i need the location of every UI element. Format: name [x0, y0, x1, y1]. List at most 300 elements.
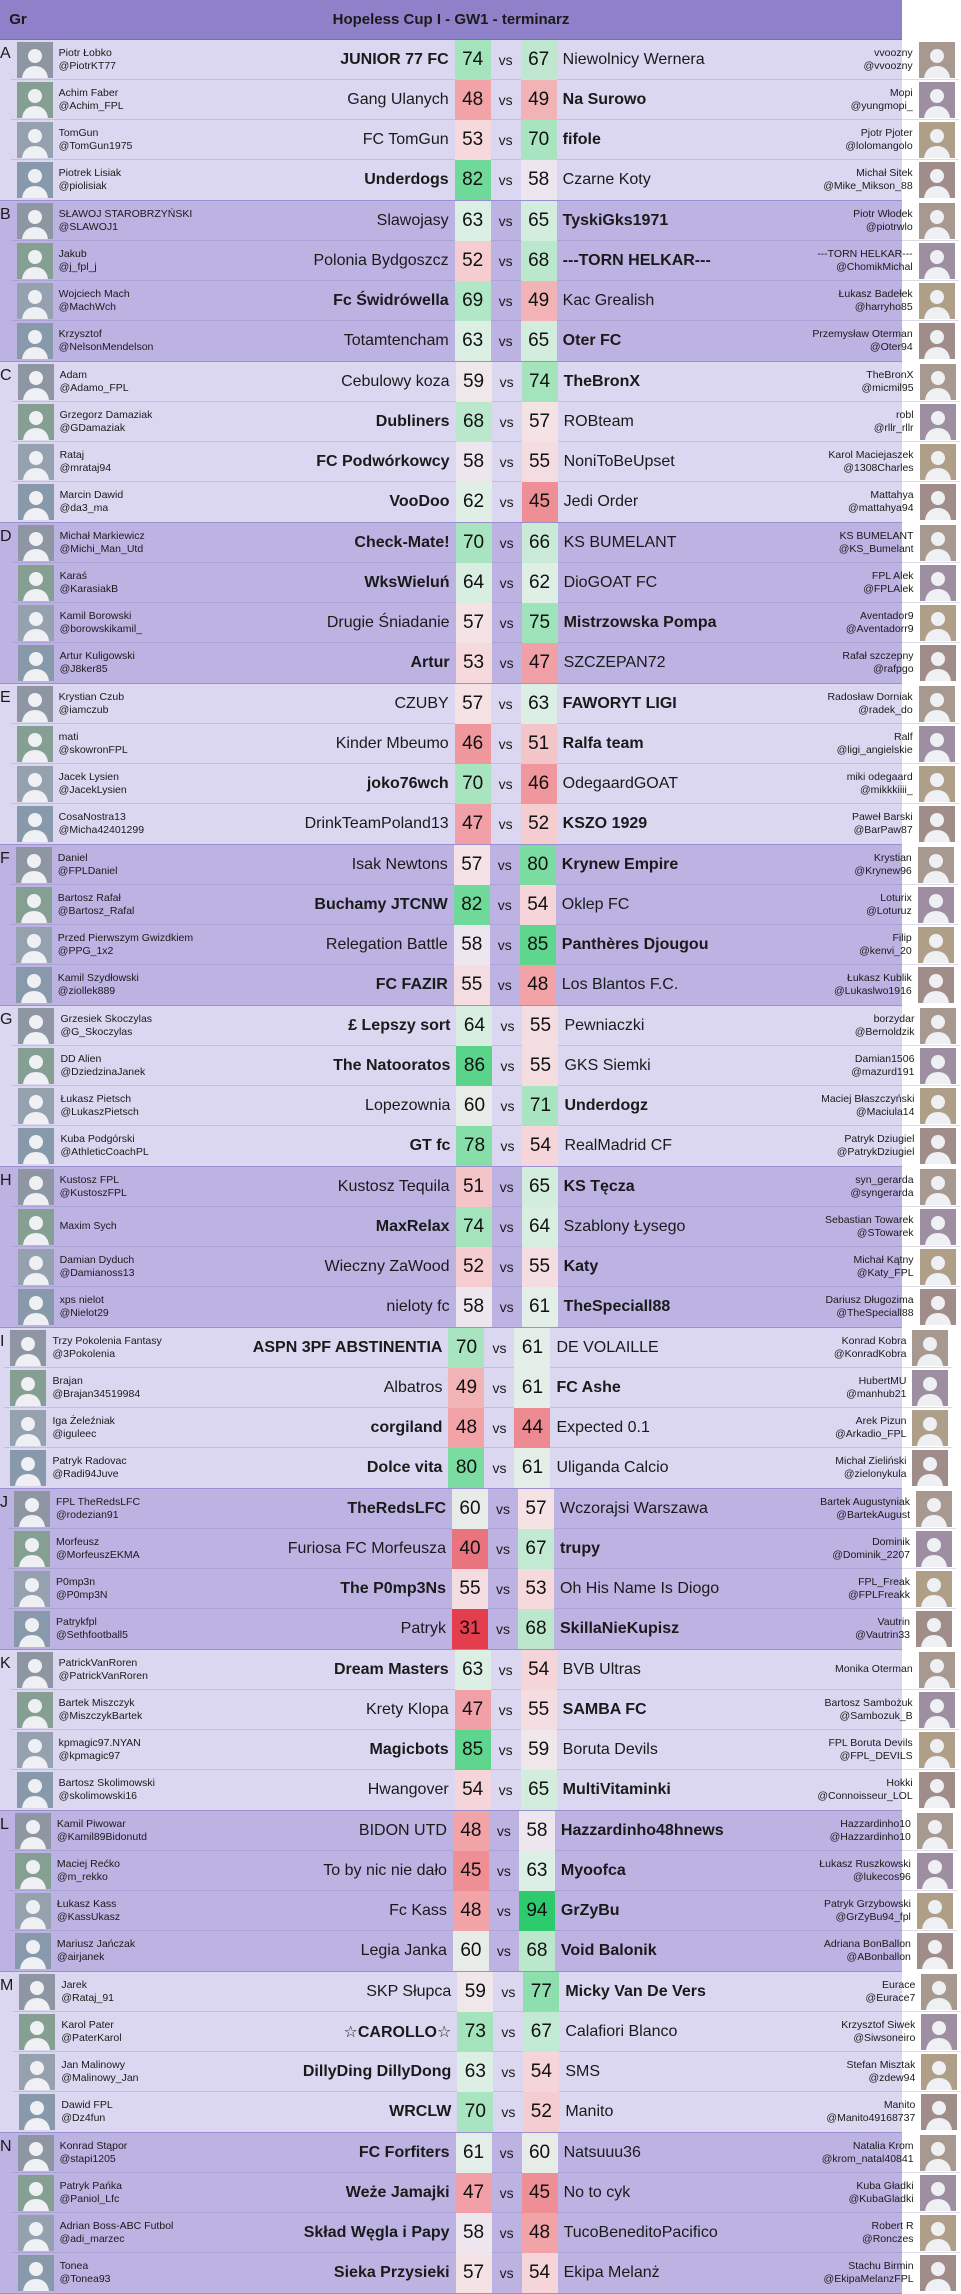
- home-manager-name: Bartosz Rafał: [57, 891, 121, 904]
- home-score: 49: [448, 1368, 484, 1408]
- vs-label: vs: [496, 1580, 510, 1597]
- away-manager-name: miki odegaard: [846, 770, 913, 783]
- group-matches: [11, 1650, 959, 1810]
- home-team-name: Relegation Battle: [325, 935, 448, 953]
- user-avatar-icon: [917, 1853, 953, 1889]
- away-manager: [765, 2019, 915, 2045]
- home-manager: [56, 1576, 246, 1602]
- home-manager-name: Kuba Podgórski: [60, 1133, 135, 1145]
- home-score: 73: [457, 2012, 493, 2052]
- user-avatar-icon: [920, 1209, 956, 1245]
- home-team-name: DrinkTeamPoland13: [304, 815, 449, 832]
- away-score: 46: [521, 764, 557, 804]
- match-row: [4, 1408, 952, 1448]
- away-manager-name: Michał Zieliński: [835, 1455, 907, 1467]
- away-manager: [756, 1455, 906, 1481]
- vs-label: vs: [499, 574, 514, 591]
- user-avatar-icon: [17, 1652, 53, 1688]
- home-manager: [57, 1938, 247, 1964]
- away-score: 67: [518, 1529, 554, 1569]
- away-score: 94: [519, 1891, 555, 1931]
- home-manager-name: Wojciech Mach: [58, 287, 130, 300]
- group-matches: [8, 1489, 956, 1649]
- user-avatar-icon: [921, 2014, 957, 2050]
- match-row: [12, 603, 960, 643]
- away-manager: [760, 1496, 910, 1522]
- home-manager-name: Patryk Pańka: [59, 2179, 123, 2192]
- away-team-name: NoniToBeUpset: [563, 452, 675, 470]
- away-score: 52: [521, 804, 557, 844]
- user-avatar-icon: [16, 887, 52, 923]
- user-avatar-icon: [18, 565, 54, 601]
- away-manager: [763, 1737, 913, 1763]
- home-manager-handle: @rodezian91: [56, 1508, 119, 1521]
- group-label: C: [0, 367, 12, 384]
- away-score: 58: [521, 160, 557, 200]
- away-manager-handle: @syngerarda: [850, 1186, 914, 1199]
- home-manager-name: Karaś: [59, 569, 87, 582]
- user-avatar-icon: [15, 1813, 51, 1849]
- away-manager-name: ---TORN HELKAR---: [817, 247, 913, 260]
- home-team-name: GT fc: [409, 1137, 451, 1154]
- away-score: 54: [522, 2253, 558, 2293]
- away-score: 55: [521, 1690, 557, 1730]
- group-block: [0, 362, 914, 523]
- home-manager-name: Łukasz Kass: [56, 1897, 117, 1910]
- away-team-name: FAWORYT LIGI: [562, 694, 677, 712]
- group-block: [0, 1328, 907, 1489]
- match-row: [12, 482, 960, 522]
- match-row: [13, 2012, 961, 2052]
- user-avatar-icon: [920, 1169, 956, 1205]
- away-score: 63: [521, 684, 557, 724]
- home-manager-name: Jarek: [61, 1978, 88, 1991]
- home-team-name: The P0mp3Ns: [340, 1579, 446, 1597]
- vs-label: vs: [498, 1741, 513, 1758]
- away-manager-handle: @rafpgo: [873, 663, 914, 675]
- match-row: [8, 1529, 956, 1569]
- away-team-name: KS Tęcza: [563, 1177, 635, 1195]
- match-row: [11, 724, 959, 764]
- home-team-name: Skład Węgla i Papy: [303, 2223, 450, 2241]
- vs-label: vs: [492, 1339, 507, 1356]
- away-team-name: SMS: [565, 2062, 600, 2080]
- group-label: B: [0, 206, 11, 223]
- home-team-name: MaxRelax: [375, 1217, 450, 1235]
- home-manager: [56, 1496, 246, 1522]
- away-score: 51: [521, 724, 557, 764]
- home-manager-handle: @skolimowski16: [58, 1790, 138, 1802]
- away-manager: [756, 1375, 906, 1401]
- home-score: 55: [452, 1569, 488, 1609]
- vs-label: vs: [499, 2144, 514, 2161]
- away-manager-handle: @kenvi_20: [859, 944, 912, 957]
- home-manager-handle: @KustoszFPL: [59, 1186, 127, 1199]
- away-manager: [762, 892, 912, 918]
- user-avatar-icon: [17, 806, 53, 842]
- away-team-name: Expected 0.1: [556, 1418, 650, 1436]
- home-manager-name: Łukasz Pietsch: [60, 1092, 132, 1105]
- user-avatar-icon: [18, 2135, 54, 2171]
- user-avatar-icon: [10, 1410, 46, 1446]
- away-team-name: RealMadrid CF: [564, 1137, 673, 1154]
- away-score: 67: [521, 40, 557, 80]
- match-row: [12, 2253, 960, 2293]
- away-manager-handle: @KubaGladki: [848, 2192, 914, 2205]
- home-score: 74: [456, 1207, 492, 1247]
- away-team-name: Na Surowo: [562, 90, 647, 108]
- away-manager-handle: @Mike_Mikson_88: [823, 180, 913, 192]
- group-matches: [9, 1811, 957, 1971]
- vs-label: vs: [496, 1500, 510, 1517]
- user-avatar-icon: [15, 1933, 51, 1969]
- away-score: 65: [522, 1167, 558, 1207]
- home-team-name: WRCLW: [389, 2103, 452, 2120]
- match-row: [11, 1690, 959, 1730]
- away-manager-name: Patryk Dziugiel: [844, 1133, 915, 1145]
- away-team-name: KSZO 1929: [562, 815, 648, 832]
- vs-label: vs: [498, 252, 513, 269]
- away-manager-handle: @1308Charles: [843, 461, 914, 474]
- away-manager-handle: @Manito49168737: [826, 2112, 916, 2124]
- vs-label: vs: [499, 614, 514, 631]
- vs-label: vs: [499, 2265, 514, 2281]
- home-score: 58: [454, 925, 490, 965]
- away-manager-handle: @ChomikMichal: [836, 260, 913, 273]
- vs-label: vs: [499, 373, 514, 390]
- away-manager-handle: @Connoisseur_LOL: [817, 1790, 913, 1802]
- group-matches: [12, 362, 960, 522]
- home-manager-handle: @J8ker85: [59, 663, 108, 675]
- user-avatar-icon: [920, 1008, 956, 1044]
- away-manager-name: Manito: [883, 2099, 916, 2111]
- home-manager: [60, 570, 250, 596]
- away-score: 52: [523, 2092, 559, 2132]
- home-manager-handle: @j_fpl_j: [58, 260, 97, 273]
- away-score: 44: [514, 1408, 550, 1448]
- match-row: [11, 281, 959, 321]
- home-team-name: Legia Janka: [360, 1942, 447, 1959]
- vs-label: vs: [498, 1661, 513, 1678]
- user-avatar-icon: [919, 243, 955, 279]
- vs-label: vs: [500, 1057, 515, 1074]
- home-manager-name: Kamil Borowski: [59, 609, 132, 622]
- user-avatar-icon: [920, 2175, 956, 2211]
- away-score: 63: [519, 1851, 555, 1891]
- away-manager-handle: @krom_natal40841: [821, 2152, 914, 2165]
- home-team-name: CZUBY: [394, 694, 449, 712]
- user-avatar-icon: [18, 2215, 54, 2251]
- away-manager-handle: @FPL_DEVILS: [839, 1749, 913, 1762]
- away-manager-handle: @Hazzardinho10: [829, 1830, 911, 1843]
- home-score: 55: [454, 965, 490, 1005]
- home-team-name: Gang Ulanych: [347, 90, 449, 108]
- home-manager-handle: @piolisiak: [58, 180, 107, 192]
- user-avatar-icon: [919, 726, 955, 762]
- home-team-name: Isak Newtons: [351, 855, 448, 873]
- away-score: 68: [521, 241, 557, 281]
- vs-label: vs: [499, 1299, 514, 1315]
- home-score: 61: [456, 2133, 492, 2173]
- away-manager: [764, 2260, 914, 2286]
- home-team-name: Buchamy JTCNW: [314, 895, 448, 913]
- user-avatar-icon: [921, 2094, 957, 2130]
- vs-label: vs: [498, 1782, 513, 1798]
- away-manager: [763, 1777, 913, 1803]
- away-manager-name: borzydar: [873, 1012, 915, 1025]
- match-row: [4, 1368, 952, 1408]
- user-avatar-icon: [918, 927, 954, 963]
- home-team-name: SKP Słupca: [366, 1982, 452, 2000]
- match-row: [11, 241, 959, 281]
- home-manager: [60, 2180, 250, 2206]
- user-avatar-icon: [920, 484, 956, 520]
- user-avatar-icon: [17, 766, 53, 802]
- away-team-name: TucoBeneditoPacifico: [563, 2223, 718, 2241]
- user-avatar-icon: [17, 283, 53, 319]
- home-manager: [60, 1254, 250, 1280]
- home-manager: [60, 1133, 250, 1159]
- user-avatar-icon: [10, 1330, 46, 1366]
- away-team-name: Boruta Devils: [562, 1740, 658, 1758]
- home-score: 47: [455, 1690, 491, 1730]
- match-row: [8, 1489, 956, 1529]
- group-block: [0, 1167, 914, 1328]
- away-score: 45: [522, 482, 558, 522]
- vs-label: vs: [501, 2023, 516, 2040]
- user-avatar-icon: [15, 1893, 51, 1929]
- vs-label: vs: [499, 1258, 514, 1275]
- away-manager-handle: @Dominik_2207: [832, 1548, 910, 1561]
- home-manager-handle: @Paniol_Lfc: [59, 2192, 120, 2205]
- user-avatar-icon: [17, 1772, 53, 1808]
- away-manager-name: Sebastian Towarek: [825, 1213, 914, 1226]
- away-manager-handle: @zielonykula: [843, 1468, 907, 1480]
- away-team-name: Underdogz: [564, 1096, 648, 1114]
- home-score: 68: [456, 402, 492, 442]
- home-team-name: TheRedsLFC: [347, 1499, 446, 1517]
- match-row: [12, 643, 960, 683]
- sheet-title: Hopeless Cup I - GW1 - terminarz: [332, 11, 570, 28]
- home-team-name: Underdogs: [364, 171, 449, 188]
- home-manager-handle: @G_Skoczylas: [60, 1025, 133, 1038]
- home-manager: [60, 2220, 250, 2246]
- home-manager-handle: @NelsonMendelson: [58, 341, 154, 353]
- home-manager-handle: @airjanek: [56, 1951, 105, 1963]
- home-score: 58: [456, 1287, 492, 1327]
- away-manager-name: Michał Kątny: [853, 1253, 914, 1266]
- away-score: 68: [519, 1931, 555, 1971]
- home-manager-name: Grzegorz Damaziak: [59, 408, 153, 421]
- home-score: 70: [455, 764, 491, 804]
- group-block: [0, 201, 913, 362]
- group-matches: [12, 523, 960, 683]
- home-score: 69: [455, 281, 491, 321]
- home-manager-handle: @Brajan34519984: [52, 1387, 141, 1400]
- user-avatar-icon: [10, 1450, 46, 1486]
- home-manager-name: P0mp3n: [56, 1575, 96, 1588]
- user-avatar-icon: [912, 1410, 948, 1446]
- group-matches: [13, 1972, 961, 2132]
- user-avatar-icon: [919, 82, 955, 118]
- home-team-name: Cebulowy koza: [341, 372, 450, 390]
- user-avatar-icon: [919, 283, 955, 319]
- home-manager: [60, 1013, 250, 1039]
- match-row: [11, 40, 959, 80]
- home-score: 82: [455, 160, 491, 200]
- home-manager: [60, 1220, 250, 1233]
- away-manager: [765, 2059, 915, 2085]
- away-team-name: ROBteam: [563, 412, 634, 430]
- away-team-name: ---TORN HELKAR---: [562, 251, 711, 269]
- match-row: [12, 1287, 960, 1327]
- away-score: 71: [522, 1086, 558, 1126]
- user-avatar-icon: [919, 1652, 955, 1688]
- user-avatar-icon: [916, 1491, 952, 1527]
- away-team-name: SAMBA FC: [562, 1700, 647, 1718]
- away-manager: [761, 1938, 911, 1964]
- vs-label: vs: [492, 1419, 507, 1436]
- user-avatar-icon: [18, 1128, 54, 1164]
- home-manager-name: Piotrek Lisiak: [58, 167, 122, 179]
- home-manager: [61, 2099, 251, 2125]
- home-team-name: Kinder Mbeumo: [335, 734, 449, 752]
- home-manager-handle: @Micha42401299: [58, 824, 145, 836]
- home-manager-name: Iga Żeleźniak: [52, 1414, 115, 1427]
- home-score: 70: [448, 1328, 484, 1368]
- home-manager-handle: @mrataj94: [59, 461, 112, 474]
- away-manager: [760, 1576, 910, 1602]
- away-manager-name: Stefan Misztak: [846, 2058, 916, 2071]
- away-score: 61: [514, 1448, 550, 1488]
- home-manager: [60, 1093, 250, 1119]
- away-team-name: Pewniaczki: [564, 1016, 645, 1034]
- group-label: M: [0, 1977, 14, 1994]
- vs-label: vs: [497, 896, 512, 913]
- match-row: [9, 1891, 957, 1931]
- away-manager: [760, 1616, 910, 1642]
- user-avatar-icon: [18, 1088, 54, 1124]
- away-team-name: Hazzardinho48hnews: [560, 1821, 724, 1839]
- away-manager-name: Pjotr Pjoter: [860, 126, 913, 139]
- group-block: [0, 1650, 913, 1811]
- home-manager-handle: @Rataj_91: [61, 1991, 115, 2004]
- home-score: 53: [455, 120, 491, 160]
- away-team-name: Void Balonik: [560, 1942, 657, 1959]
- user-avatar-icon: [19, 2054, 55, 2090]
- home-team-name: Polonia Bydgoszcz: [313, 251, 449, 269]
- away-manager-handle: @TheSpeciall88: [836, 1307, 914, 1319]
- user-avatar-icon: [920, 2135, 956, 2171]
- away-manager-name: Maciej Błaszczyński: [821, 1092, 915, 1105]
- user-avatar-icon: [16, 927, 52, 963]
- user-avatar-icon: [19, 1974, 55, 2010]
- user-avatar-icon: [919, 806, 955, 842]
- user-avatar-icon: [920, 1128, 956, 1164]
- home-manager: [57, 1858, 247, 1884]
- away-team-name: Jedi Order: [563, 493, 639, 510]
- home-manager-name: kpmagic97.NYAN: [58, 1736, 141, 1749]
- home-manager-name: Bartek Miszczyk: [58, 1696, 135, 1709]
- away-manager-handle: @vvoozny: [863, 59, 913, 72]
- away-score: 75: [522, 603, 558, 643]
- away-manager: [761, 1818, 911, 1844]
- away-score: 54: [520, 885, 556, 925]
- home-score: 74: [455, 40, 491, 80]
- group-block: [0, 1006, 915, 1167]
- group-matches: [11, 684, 959, 844]
- away-score: 55: [522, 442, 558, 482]
- away-score: 85: [520, 925, 556, 965]
- away-manager: [763, 127, 913, 153]
- away-score: 65: [521, 201, 557, 241]
- away-team-name: Oh His Name Is Diogo: [560, 1579, 720, 1597]
- home-manager-name: Morfeusz: [56, 1535, 100, 1548]
- away-score: 59: [521, 1730, 557, 1770]
- home-score: 45: [453, 1851, 489, 1891]
- user-avatar-icon: [14, 1571, 50, 1607]
- home-manager-handle: @PatrickVanRoren: [58, 1669, 148, 1682]
- away-manager: [756, 1335, 906, 1361]
- home-team-name: Magicbots: [369, 1740, 449, 1758]
- away-team-name: Kac Grealish: [562, 291, 655, 309]
- away-manager: [763, 691, 913, 717]
- away-team-name: Oklep FC: [561, 895, 630, 913]
- away-score: 47: [522, 643, 558, 683]
- group-block: [0, 845, 912, 1006]
- away-manager-handle: @rllr_rllr: [873, 421, 914, 434]
- vs-label: vs: [498, 91, 513, 108]
- home-score: 46: [455, 724, 491, 764]
- home-manager: [58, 892, 248, 918]
- home-manager-name: DD Alien: [60, 1052, 102, 1065]
- home-manager-name: Piotr Łobko: [58, 46, 112, 59]
- away-score: 55: [522, 1046, 558, 1086]
- away-manager: [764, 1294, 914, 1320]
- home-manager: [60, 610, 250, 636]
- away-manager: [756, 1415, 906, 1441]
- group-block: [0, 523, 914, 684]
- home-manager-handle: @SLAWOJ1: [58, 220, 118, 233]
- group-matches: [12, 1006, 960, 1166]
- user-avatar-icon: [917, 1813, 953, 1849]
- away-manager: [761, 1898, 911, 1924]
- home-manager: [59, 87, 249, 113]
- home-manager: [56, 1616, 246, 1642]
- vs-label: vs: [499, 494, 514, 510]
- home-manager-name: Mariusz Jańczak: [56, 1938, 136, 1950]
- home-team-name: VooDoo: [389, 493, 450, 510]
- home-manager-handle: @AthleticCoachPL: [60, 1146, 149, 1158]
- away-manager-name: Bartosz Sambożuk: [824, 1696, 913, 1709]
- away-manager: [764, 1133, 914, 1159]
- home-manager-name: SŁAWOJ STAROBRZYŃSKI: [58, 207, 193, 220]
- away-manager-name: Karol Maciejaszek: [828, 448, 914, 461]
- away-manager-handle: @Siwsoneiro: [853, 2031, 916, 2044]
- vs-label: vs: [498, 775, 513, 792]
- user-avatar-icon: [18, 2175, 54, 2211]
- home-score: 51: [456, 1167, 492, 1207]
- group-block: [0, 40, 913, 201]
- home-manager: [59, 167, 249, 193]
- home-manager-handle: @iamczub: [58, 703, 109, 716]
- user-avatar-icon: [912, 1330, 948, 1366]
- home-score: 64: [456, 563, 492, 603]
- home-manager-handle: @da3_ma: [59, 502, 109, 514]
- group-label: H: [0, 1172, 12, 1189]
- away-team-name: Niewolnicy Wernera: [562, 50, 705, 68]
- home-manager-handle: @Dz4fun: [61, 2112, 106, 2124]
